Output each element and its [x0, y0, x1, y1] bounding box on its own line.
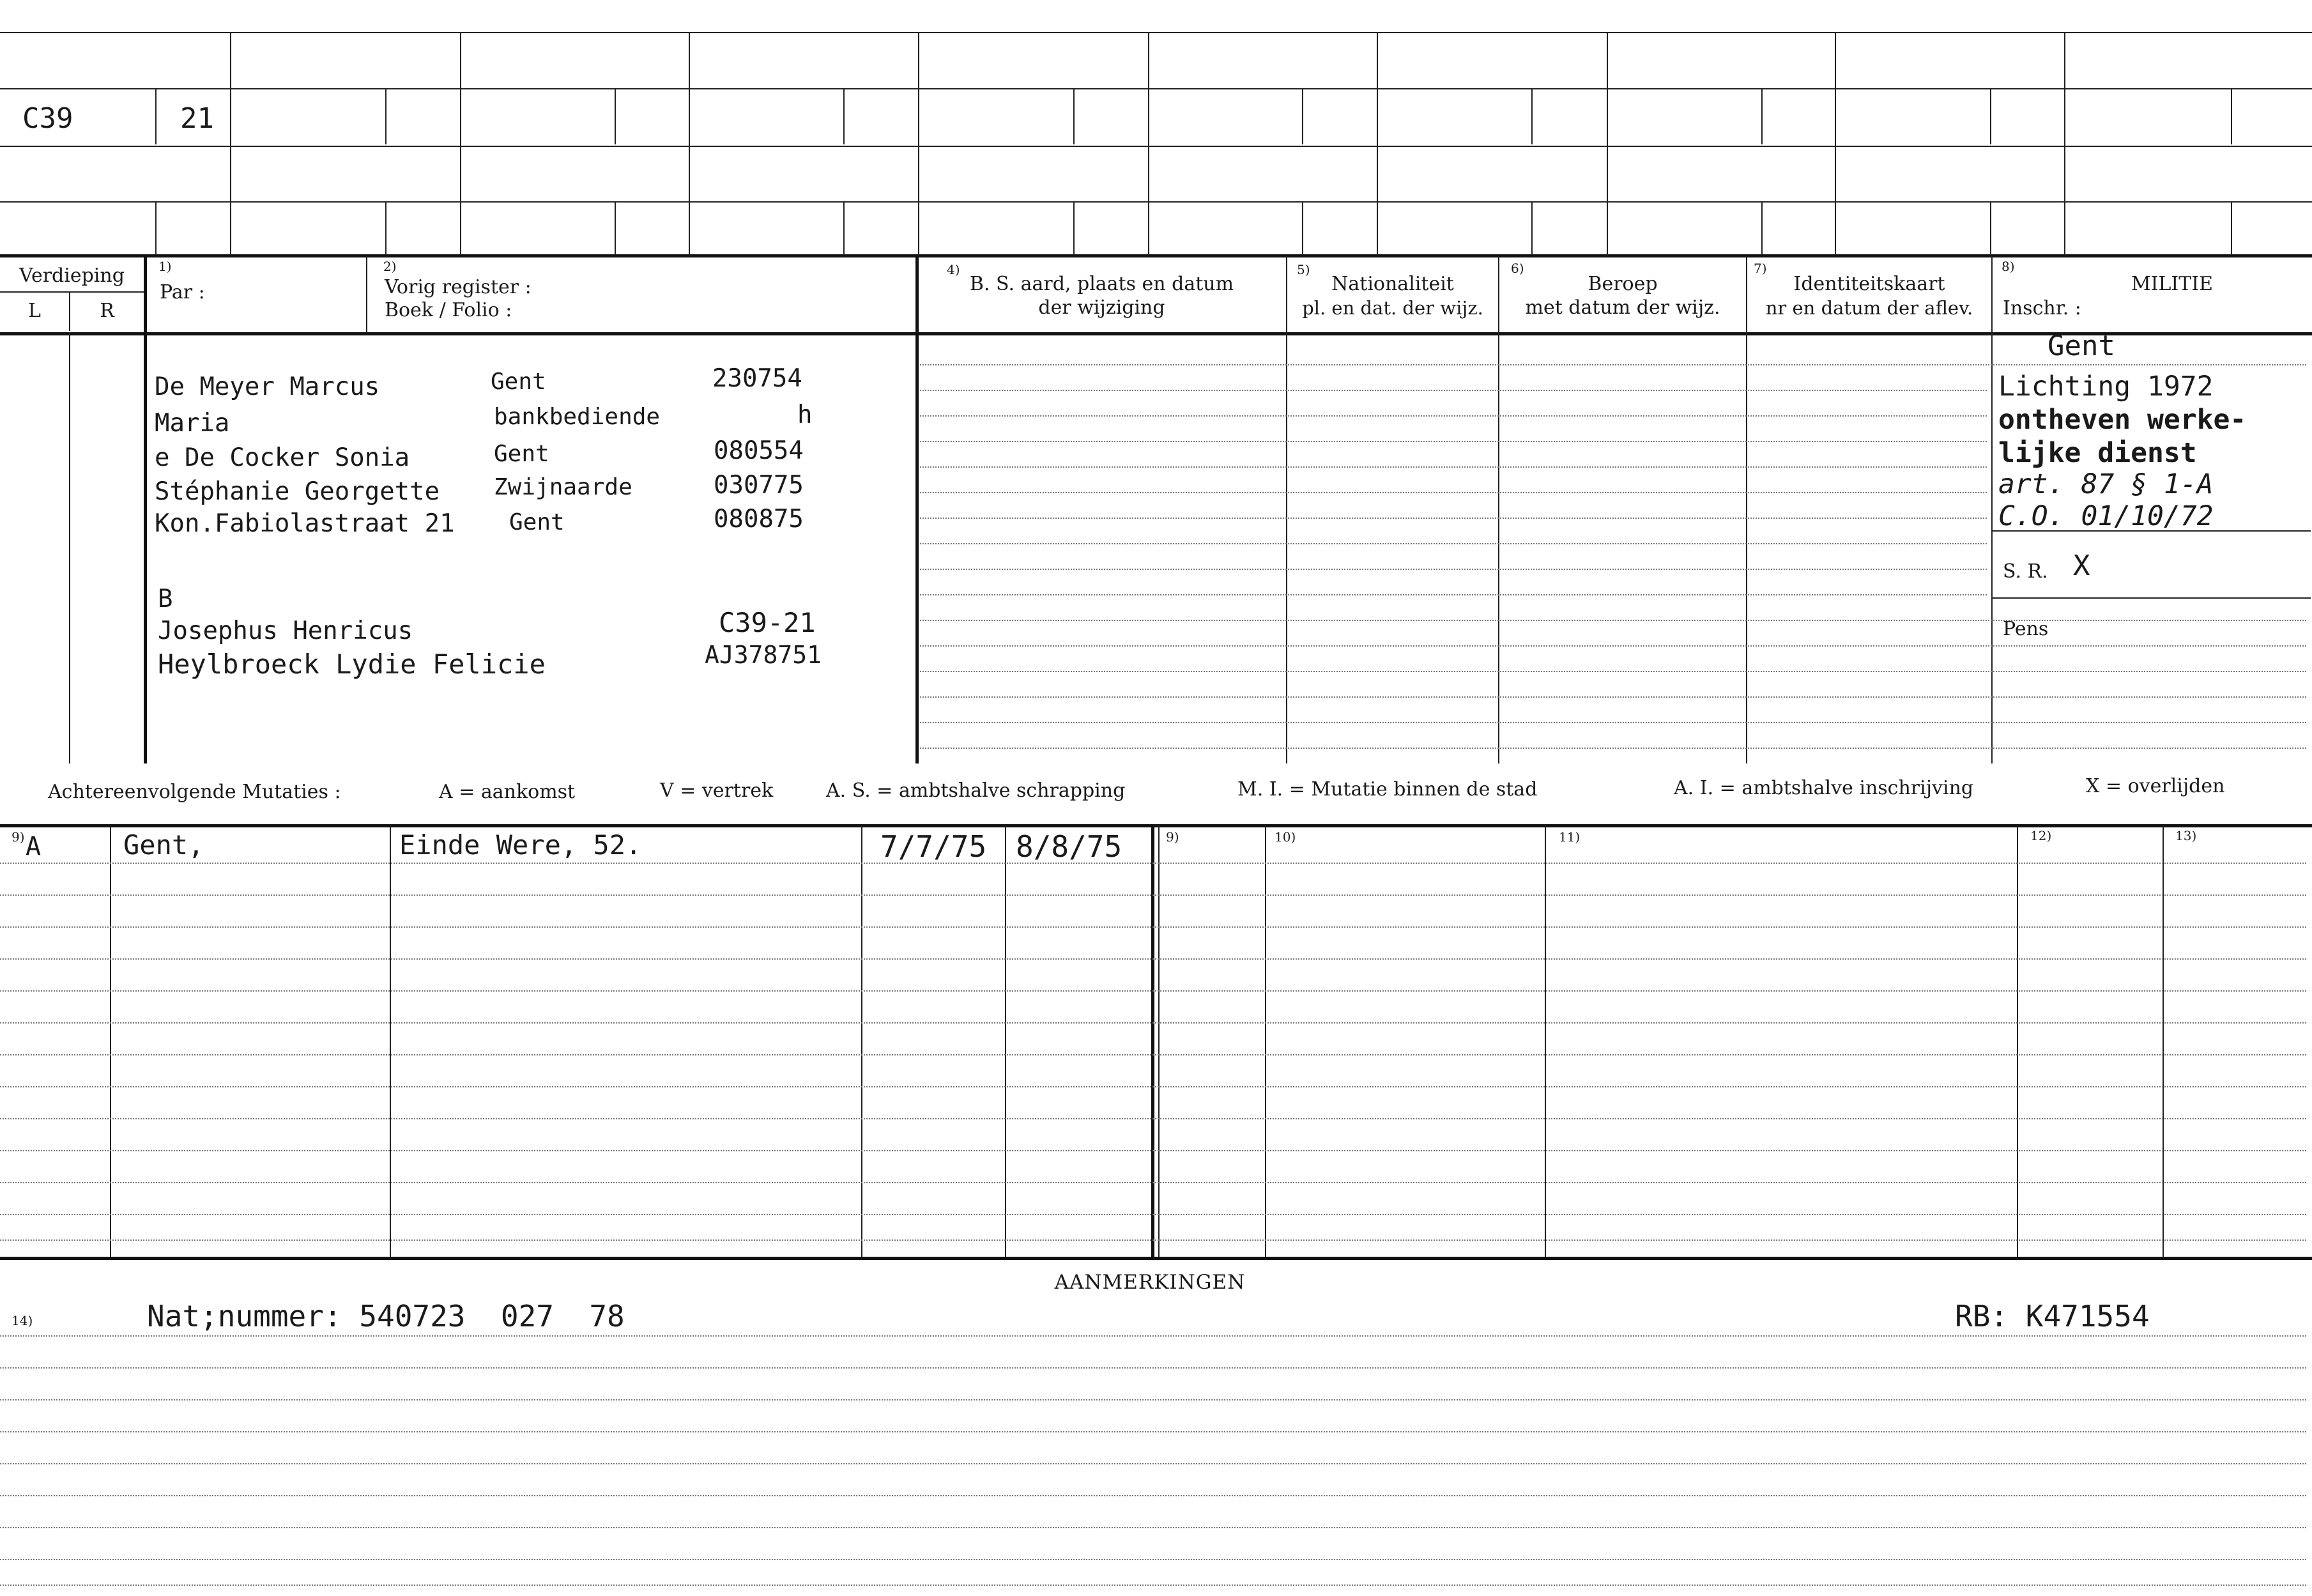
header-l: L [28, 300, 41, 322]
remarks-rb: RB: K471554 [1955, 1299, 2150, 1333]
header-beroep-line1: Beroep [1588, 273, 1658, 295]
header-id-line1: Identiteitskaart [1793, 273, 1945, 295]
person-place: Zwijnaarde [494, 474, 632, 500]
mut-n9b: 9) [1166, 829, 1179, 845]
militie-line5: C.O. 01/10/72 [1998, 500, 2214, 532]
header-n6: 6) [1511, 261, 1524, 276]
person-name: e De Cocker Sonia [155, 443, 410, 472]
header-id-line2: nr en datum der aflev. [1765, 297, 1973, 319]
legend-x: X = overlijden [2086, 775, 2225, 797]
b-label: B [158, 585, 173, 613]
b-ref1: C39-21 [719, 607, 816, 638]
header-boek-folio: Boek / Folio : [385, 299, 512, 321]
header-r: R [100, 300, 114, 322]
mutation-city: Gent, [123, 829, 204, 861]
person-date: h [797, 401, 813, 429]
militie-line1: Lichting 1972 [1998, 371, 2214, 403]
mut-n12: 12) [2030, 828, 2052, 843]
legend-title: Achtereenvolgende Mutaties : [48, 781, 341, 803]
header-nat-line2: pl. en dat. der wijz. [1302, 297, 1483, 319]
legend-a: A = aankomst [439, 781, 576, 803]
person-name: De Meyer Marcus [155, 372, 380, 401]
militie-line2: ontheven werke- [1998, 404, 2247, 436]
person-name: Kon.Fabiolastraat 21 [155, 509, 455, 538]
header-verdieping: Verdieping [19, 265, 125, 287]
legend-mi: M. I. = Mutatie binnen de stad [1237, 778, 1538, 801]
remarks-nat-nummer: Nat;nummer: 540723 027 78 [147, 1299, 625, 1333]
militie-line3: lijke dienst [1998, 437, 2197, 469]
header-par: Par : [160, 281, 205, 303]
b-ref2: AJ378751 [705, 641, 822, 669]
person-date: 080875 [714, 505, 804, 533]
b-name2: Heylbroeck Lydie Felicie [158, 648, 546, 680]
militie-pens-label: Pens [2003, 618, 2049, 640]
header-n2: 2) [383, 259, 397, 274]
header-nat-line1: Nationaliteit [1331, 273, 1454, 295]
mut-n13: 13) [2175, 828, 2197, 843]
header-n4: 4) [947, 262, 960, 277]
person-date: 230754 [712, 364, 802, 393]
remarks-n14: 14) [11, 1313, 33, 1328]
person-date: 030775 [714, 471, 804, 500]
militie-line4: art. 87 § 1-A [1998, 468, 2214, 500]
header-beroep-line2: met datum der wijz. [1525, 296, 1720, 319]
header-n8: 8) [2002, 259, 2015, 274]
person-place: Gent [491, 369, 546, 395]
person-name: Stéphanie Georgette [155, 477, 440, 506]
top-number: 21 [180, 102, 214, 135]
mut-n9a: 9) [11, 829, 25, 845]
top-code: C39 [22, 102, 73, 135]
person-place: Gent [494, 441, 549, 467]
header-bs-line2: der wijziging [1038, 296, 1165, 319]
header-vorig-register: Vorig register : [385, 276, 532, 298]
header-militie: MILITIE [2131, 273, 2214, 295]
header-bs-line1: B. S. aard, plaats en datum [969, 273, 1234, 295]
legend-ai: A. I. = ambtshalve inschrijving [1674, 777, 1974, 799]
militie-place: Gent [2048, 330, 2115, 362]
person-place: bankbediende [494, 404, 661, 430]
legend-v: V = vertrek [660, 779, 774, 802]
person-name: Maria [155, 409, 230, 438]
header-n5: 5) [1297, 262, 1310, 277]
mutation-address: Einde Were, 52. [399, 829, 642, 861]
header-n7: 7) [1754, 261, 1767, 276]
mutation-date2: 8/8/75 [1016, 829, 1122, 864]
person-place: Gent [509, 509, 565, 535]
mut-n10: 10) [1275, 829, 1296, 845]
remarks-title: AANMERKINGEN [1054, 1271, 1246, 1294]
legend-as: A. S. = ambtshalve schrapping [826, 779, 1126, 802]
mutation-date1: 7/7/75 [880, 829, 987, 864]
militie-sr-label: S. R. [2003, 560, 2048, 583]
person-date: 080554 [714, 436, 804, 465]
header-n1: 1) [158, 259, 172, 274]
b-name1: Josephus Henricus [158, 617, 413, 645]
mut-n11: 11) [1559, 829, 1581, 845]
mutation-type: A [26, 832, 42, 861]
militie-sr-value: X [2073, 549, 2090, 582]
header-inschr: Inschr. : [2003, 297, 2081, 319]
